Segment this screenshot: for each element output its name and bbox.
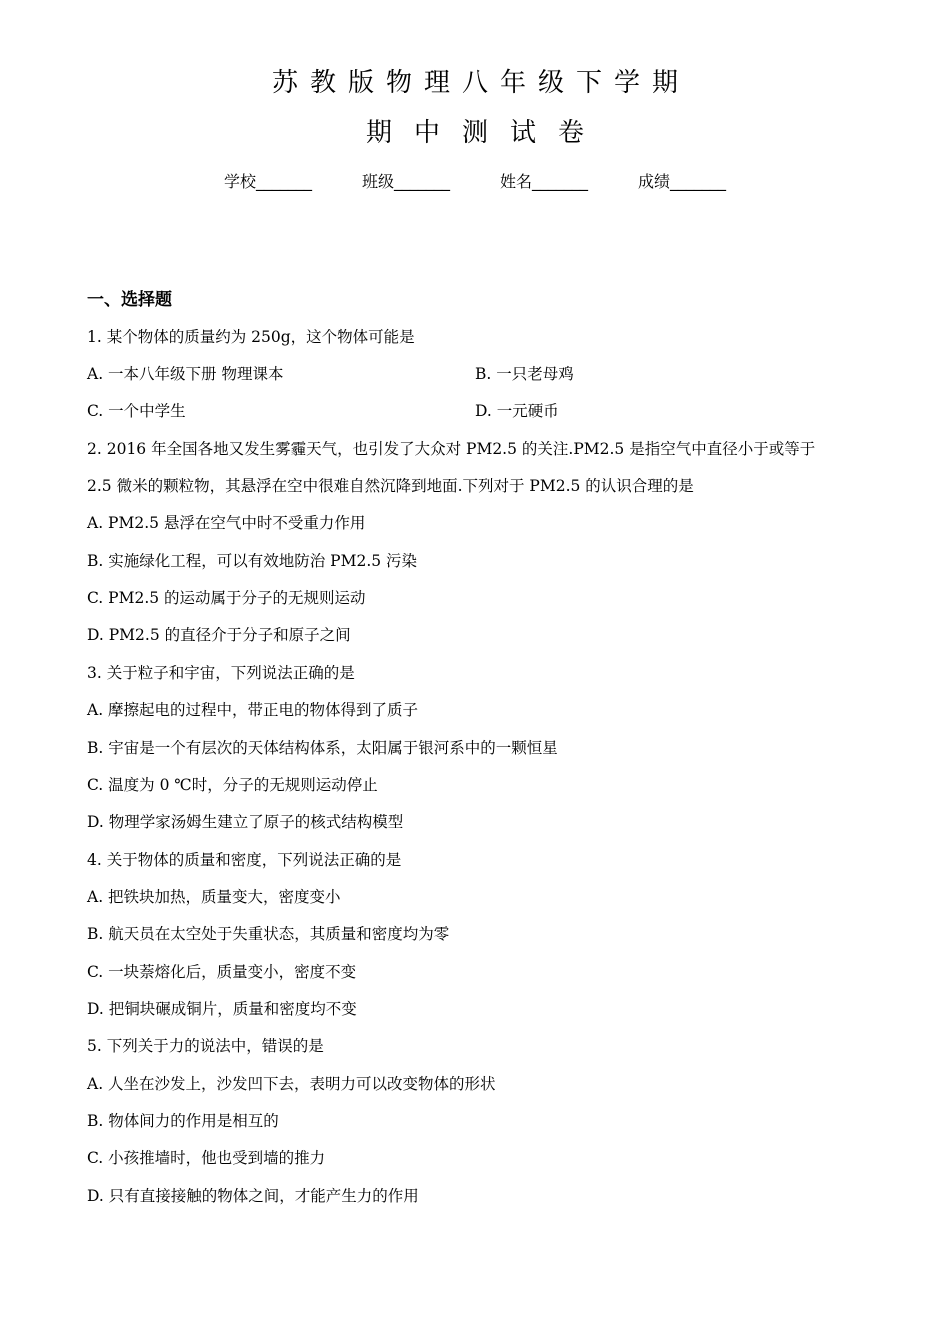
question-3-option-b: B. 宇宙是一个有层次的天体结构体系，太阳属于银河系中的一颗恒星: [87, 739, 558, 757]
section-title: 一、选择题: [87, 290, 172, 310]
question-2-stem-line-2: 2.5 微米的颗粒物，其悬浮在空中很难自然沉降到地面.下列对于 PM2.5 的认识合理的是: [87, 477, 694, 495]
question-5-option-a: A. 人坐在沙发上，沙发凹下去，表明力可以改变物体的形状: [87, 1075, 496, 1093]
class-field: 班级_______: [361, 172, 450, 191]
question-5-option-d: D. 只有直接接触的物体之间，才能产生力的作用: [87, 1187, 419, 1205]
exam-title: 苏教版物理八年级下学期: [271, 68, 690, 98]
exam-subtitle: 期中测试卷: [365, 118, 606, 148]
question-5-stem: 5. 下列关于力的说法中，错误的是: [87, 1037, 324, 1055]
question-4-option-c: C. 一块萘熔化后，质量变小，密度不变: [87, 963, 357, 981]
question-5-option-c: C. 小孩推墙时，他也受到墙的推力: [87, 1149, 326, 1167]
question-3-stem: 3. 关于粒子和宇宙，下列说法正确的是: [87, 664, 355, 682]
question-3-option-a: A. 摩擦起电的过程中，带正电的物体得到了质子: [87, 701, 419, 719]
question-2-option-b: B. 实施绿化工程，可以有效地防治 PM2.5 污染: [87, 552, 418, 570]
question-4-option-a: A. 把铁块加热，质量变大，密度变小: [87, 888, 341, 906]
question-2-option-a: A. PM2.5 悬浮在空气中时不受重力作用: [87, 514, 366, 532]
school-field: 学校_______: [223, 172, 312, 191]
question-1-option-d: D. 一元硬币: [475, 402, 559, 420]
student-info-row: [0, 170, 950, 194]
name-field: 姓名_______: [500, 172, 589, 191]
question-1-option-c: C. 一个中学生: [87, 402, 186, 420]
question-4-stem: 4. 关于物体的质量和密度，下列说法正确的是: [87, 851, 402, 869]
score-field: 成绩_______: [638, 172, 727, 191]
question-1-stem: 1. 某个物体的质量约为 250g，这个物体可能是: [87, 328, 415, 346]
question-4-option-b: B. 航天员在太空处于失重状态，其质量和密度均为零: [87, 925, 450, 943]
question-1-option-b: B. 一只老母鸡: [475, 365, 574, 383]
question-5-option-b: B. 物体间力的作用是相互的: [87, 1112, 279, 1130]
question-3-option-c: C. 温度为 0 ℃时，分子的无规则运动停止: [87, 776, 378, 794]
question-4-option-d: D. 把铜块碾成铜片，质量和密度均不变: [87, 1000, 357, 1018]
question-2-option-d: D. PM2.5 的直径介于分子和原子之间: [87, 626, 351, 644]
question-1-option-a: A. 一本八年级下册 物理课本: [87, 365, 284, 383]
question-3-option-d: D. 物理学家汤姆生建立了原子的核式结构模型: [87, 813, 404, 831]
question-2-option-c: C. PM2.5 的运动属于分子的无规则运动: [87, 589, 366, 607]
question-2-stem-line-1: 2. 2016 年全国各地又发生雾霾天气，也引发了大众对 PM2.5 的关注.PM2.5 是指空气中直径小于或等于: [87, 440, 816, 458]
